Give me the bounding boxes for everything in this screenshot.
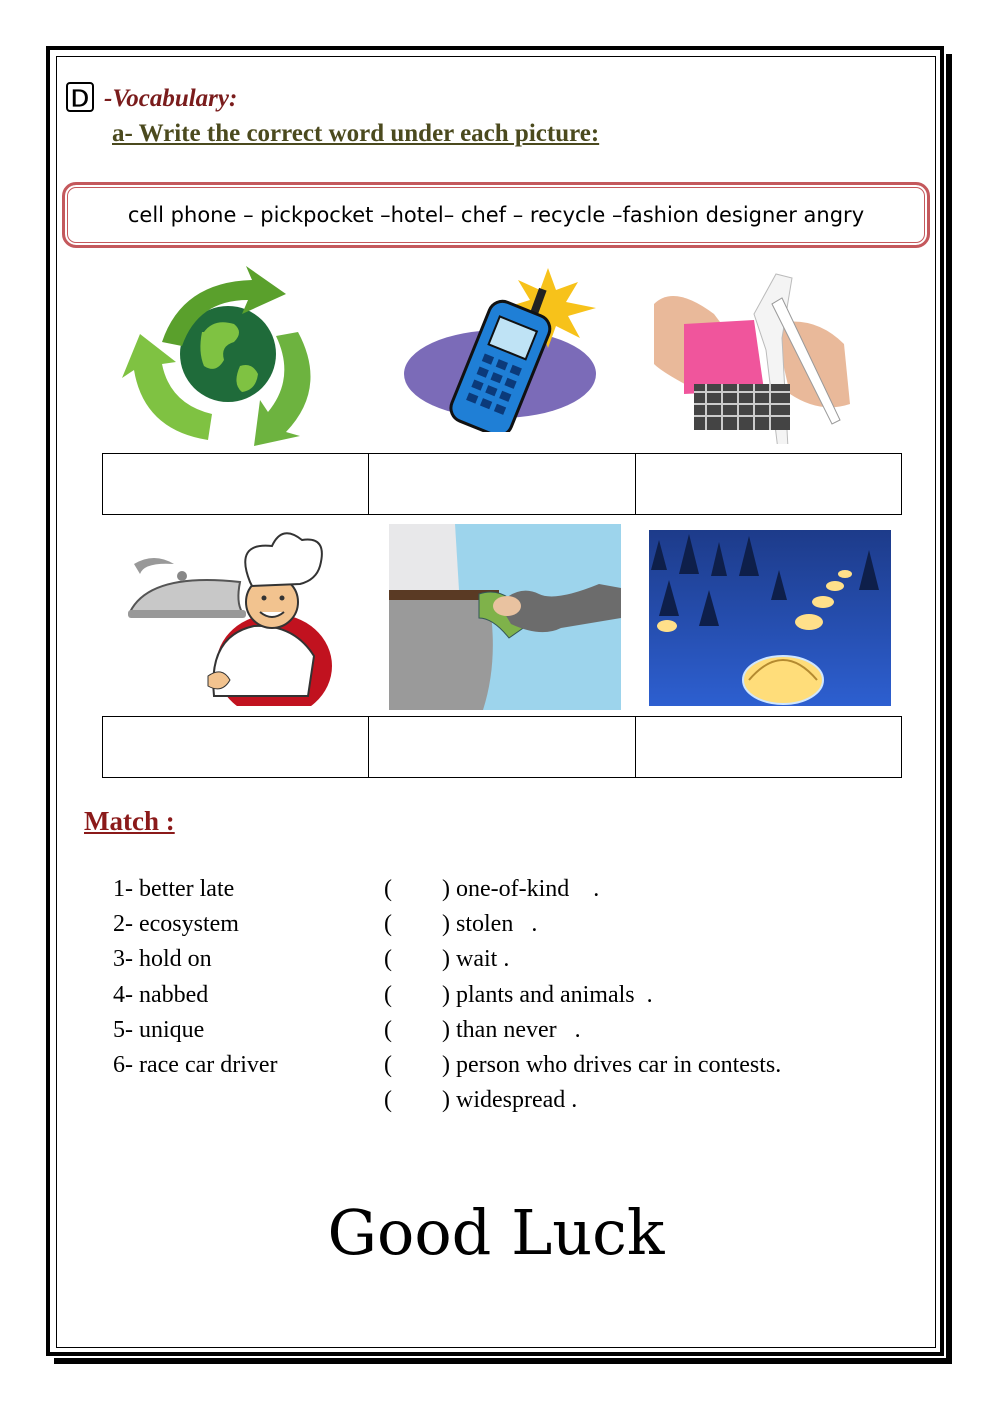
section-letter-badge [66, 82, 94, 112]
answer-cell[interactable] [369, 717, 635, 777]
answer-cell[interactable] [636, 717, 901, 777]
match-right-definition: ) one-of-kind . [442, 876, 600, 902]
answer-cell[interactable] [103, 454, 369, 514]
cell-phone-image [400, 264, 600, 432]
answer-cell[interactable] [636, 454, 901, 514]
match-right-definition: ) widespread . [442, 1087, 578, 1113]
match-left-term: 3- hold on [113, 946, 212, 972]
chef-image [124, 526, 340, 706]
match-answer-blank[interactable]: ( [384, 911, 392, 937]
match-answer-blank[interactable]: ( [384, 982, 392, 1008]
match-left-term: 1- better late [113, 876, 235, 902]
match-answer-blank[interactable]: ( [384, 1087, 392, 1113]
match-row [0, 1052, 992, 1086]
pickpocket-image [389, 524, 621, 710]
match-title: Match : [84, 806, 175, 836]
match-row [0, 982, 992, 1016]
recycle-symbol-image [122, 262, 334, 446]
match-left-term: 2- ecosystem [113, 911, 239, 937]
word-bank-text: cell phone – pickpocket –hotel– chef – recycle –fashion designer angry [127, 203, 865, 227]
match-row [0, 1087, 992, 1121]
match-row [0, 1017, 992, 1051]
match-left-term: 4- nabbed [113, 982, 209, 1008]
answer-grid-row1 [102, 453, 902, 515]
match-row [0, 876, 992, 910]
section-title: -Vocabulary: [104, 85, 238, 112]
word-bank-box [62, 182, 930, 248]
match-answer-blank[interactable]: ( [384, 1017, 392, 1043]
match-row [0, 911, 992, 945]
match-right-definition: ) than never . [442, 1017, 581, 1043]
match-answer-blank[interactable]: ( [384, 876, 392, 902]
match-right-definition: ) wait . [442, 946, 510, 972]
answer-cell[interactable] [369, 454, 635, 514]
match-left-term: 6- race car driver [113, 1052, 278, 1078]
match-row [0, 946, 992, 980]
match-answer-blank[interactable]: ( [384, 946, 392, 972]
fashion-designer-image [654, 264, 850, 444]
match-right-definition: ) person who drives car in contests. [442, 1052, 782, 1078]
match-right-definition: ) stolen . [442, 911, 538, 937]
good-luck-footer: Good Luck [327, 1196, 665, 1269]
section-letter: D [70, 83, 90, 112]
match-right-definition: ) plants and animals . [442, 982, 653, 1008]
igloo-hotel-image [649, 530, 891, 706]
match-answer-blank[interactable]: ( [384, 1052, 392, 1078]
instruction-text: a- Write the correct word under each picture: [112, 120, 600, 147]
match-left-term: 5- unique [113, 1017, 205, 1043]
answer-cell[interactable] [103, 717, 369, 777]
answer-grid-row2 [102, 716, 902, 778]
